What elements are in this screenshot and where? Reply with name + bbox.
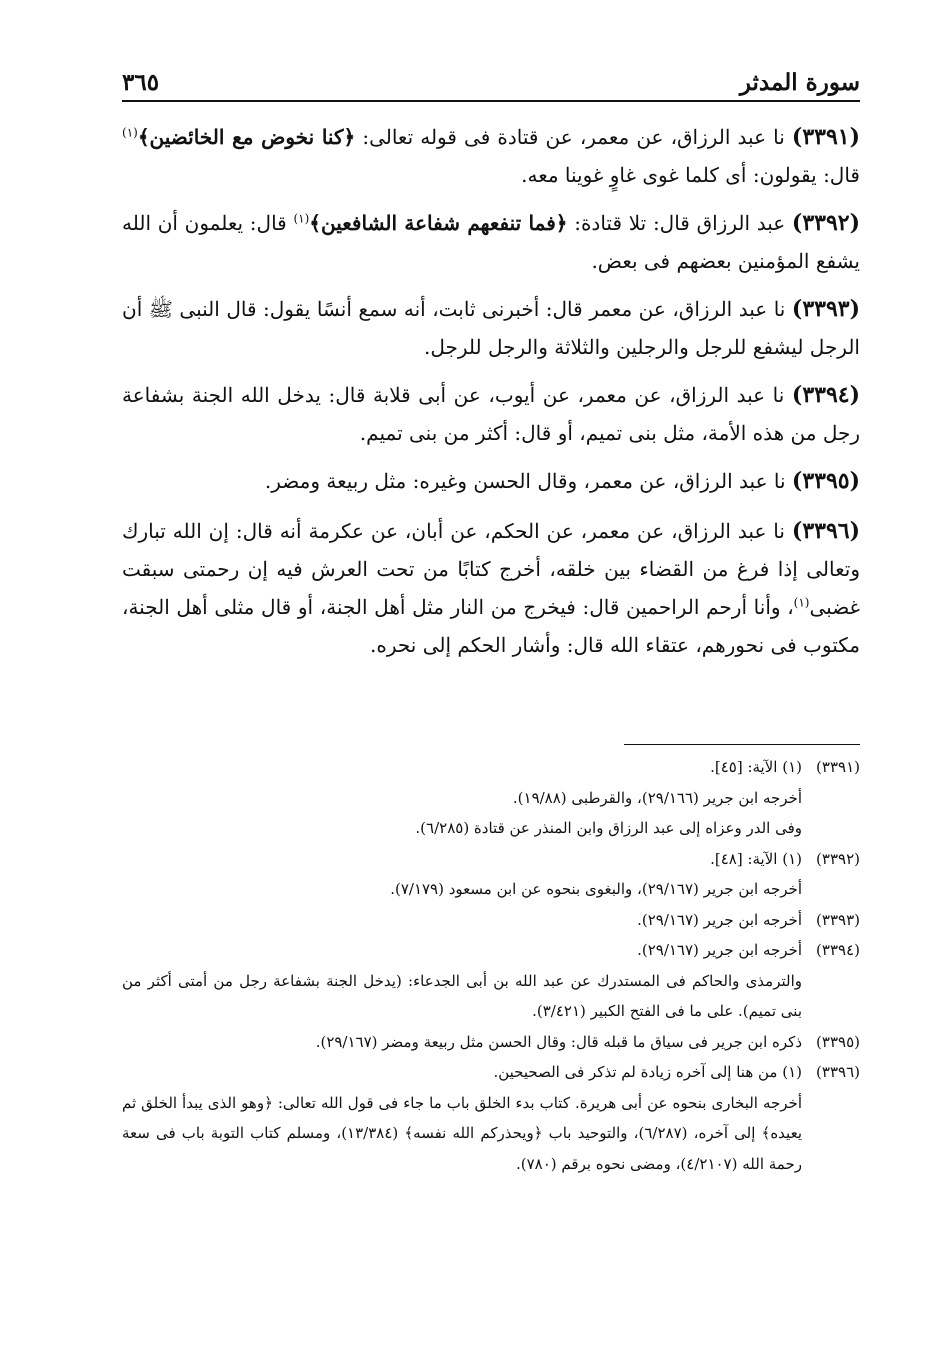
hadith-text: نا عبد الرزاق، عن معمر، عن أيوب، عن أبى قلابة قال: يدخل الله الجنة بشفاعة رجل من هذه الأمة، مثل بنى تميم، أو قال: أكثر من بنى تميم. <box>122 383 860 445</box>
footnote-line <box>122 783 860 814</box>
footnote-line <box>122 1088 860 1180</box>
hadith-text: قال: يقولون: أى كلما غوى غاوٍ غوينا معه. <box>521 163 860 187</box>
footnote-text: أخرجه ابن جرير (٢٩/١٦٧)، والبغوى بنحوه عن ابن مسعود (٧/١٧٩). <box>390 880 802 898</box>
footnote-line <box>122 1057 860 1088</box>
footnote-line <box>122 935 860 966</box>
hadith-text: قال: يعلمون أن الله يشفع المؤمنين بعضهم فى بعض. <box>122 211 860 273</box>
hadith-paragraph <box>122 290 860 366</box>
header-rule <box>122 100 860 102</box>
footnote-line <box>122 966 860 1027</box>
main-text <box>122 118 860 674</box>
footnote-ref-number: (٣٣٩٢) <box>816 849 860 868</box>
footnote-text: والترمذى والحاكم فى المستدرك عن عبد الله بن أبى الجدعاء: (يدخل الجنة بشفاعة رجل من أمتى أكثر من بنى تميم). على ما فى الفتح الكبير (٣/٤٢١). <box>122 971 802 1020</box>
footnote-marker: (١) <box>293 211 310 226</box>
footnote-line <box>122 1027 860 1058</box>
footnote-line <box>122 905 860 936</box>
hadith-text: ، وأنا أرحم الراحمين قال: فيخرج من النار مثل أهل الجنة، أو قال مثلى أهل الجنة، مكتوب فى نحورهم، عتقاء الله قال: وأشار الحكم إلى نحره. <box>122 595 860 657</box>
footnote-ref-number: (٣٣٩٤) <box>816 941 860 959</box>
footnote-text: (١) الآية: [٤٨]. <box>710 849 802 868</box>
hadith-paragraph <box>122 376 860 452</box>
footnote-text: أخرجه ابن جرير (٢٩/١٦٧). <box>637 941 802 959</box>
footnote-text: وفى الدر وعزاه إلى عبد الرزاق وابن المنذر عن قتادة (٦/٢٨٥). <box>415 819 802 837</box>
quran-quote: ﴿فما تنفعهم شفاعة الشافعين﴾ <box>309 211 568 235</box>
footnote-ref-number: (٣٣٩٣) <box>816 910 860 929</box>
hadith-paragraph <box>122 512 860 664</box>
hadith-paragraph <box>122 462 860 500</box>
hadith-text: عبد الرزاق قال: تلا قتادة: <box>574 211 786 235</box>
footnote-line <box>122 752 860 783</box>
footnote-text: أخرجه البخارى بنحوه عن أبى هريرة. كتاب بدء الخلق باب ما جاء فى قول الله تعالى: ﴿وهو الذى يبدأ الخلق ثم يعيده﴾ إلى آخره، (٦/٢٨٧)، والتوحيد باب ﴿ويحذركم الله نفسه﴾ (١٣/٣٨٤)، ومسلم كتاب التوبة باب فى سعة رحمة الله (٤/٢١٠٧)، ومضى نحوه برقم (٧٨٠). <box>122 1093 802 1173</box>
hadith-number: (٣٣٩٥) <box>791 468 860 494</box>
footnote-text: (١) من هنا إلى آخره زيادة لم تذكر فى الصحيحين. <box>493 1063 802 1081</box>
footnote-ref-number: (٣٣٩٦) <box>816 1063 860 1081</box>
footnote-marker: (١) <box>793 595 810 610</box>
footnote-text: ذكره ابن جرير فى سياق ما قبله قال: وقال الحسن مثل ربيعة ومضر (٢٩/١٦٧). <box>315 1032 802 1051</box>
hadith-text: نا عبد الرزاق، عن معمر قال: أخبرنى ثابت، أنه سمع أنسًا يقول: قال النبى ﷺ أن الرجل ليشفع للرجل والرجلين والثلاثة والرجل للرجل. <box>122 297 860 359</box>
page-number: ٣٦٥ <box>122 69 160 96</box>
footnote-text: أخرجه ابن جرير (٢٩/١٦٦)، والقرطبى (١٩/٨٨). <box>512 788 802 807</box>
footnote-marker: (١) <box>122 125 138 140</box>
footnote-line <box>122 813 860 844</box>
footnote-ref-number: (٣٣٩٥) <box>816 1032 860 1051</box>
hadith-number: (٣٣٩٦) <box>791 518 861 544</box>
footnote-ref-number: (٣٣٩١) <box>816 758 860 776</box>
hadith-text: نا عبد الرزاق، عن معمر، عن الحكم، عن أبان، عن عكرمة أنه قال: إن الله تبارك وتعالى إذا فرغ من القضاء بين خلقه، أخرج كتابًا من تحت العرش فيه إن رحمتى سبقت غضبى <box>122 519 860 619</box>
footnote-line <box>122 844 860 875</box>
page-header <box>122 60 860 96</box>
footnote-line <box>122 874 860 905</box>
hadith-number: (٣٣٩٤) <box>791 382 860 408</box>
footnotes <box>122 752 860 1179</box>
hadith-number: (٣٣٩١) <box>791 124 861 150</box>
hadith-number: (٣٣٩٣) <box>791 296 860 322</box>
surah-title: سورة المدثر <box>739 69 860 96</box>
footnote-text: (١) الآية: [٤٥]. <box>710 758 802 776</box>
hadith-text: نا عبد الرزاق، عن معمر، عن قتادة فى قوله تعالى: <box>362 125 785 149</box>
hadith-paragraph <box>122 118 860 194</box>
footnote-text: أخرجه ابن جرير (٢٩/١٦٧). <box>637 910 802 929</box>
quran-quote: ﴿كنا نخوض مع الخائضين﴾ <box>137 125 356 149</box>
hadith-text: نا عبد الرزاق، عن معمر، وقال الحسن وغيره: مثل ربيعة ومضر. <box>264 469 786 493</box>
hadith-paragraph <box>122 204 860 280</box>
hadith-number: (٣٣٩٢) <box>791 210 861 236</box>
footnote-rule <box>624 744 860 745</box>
